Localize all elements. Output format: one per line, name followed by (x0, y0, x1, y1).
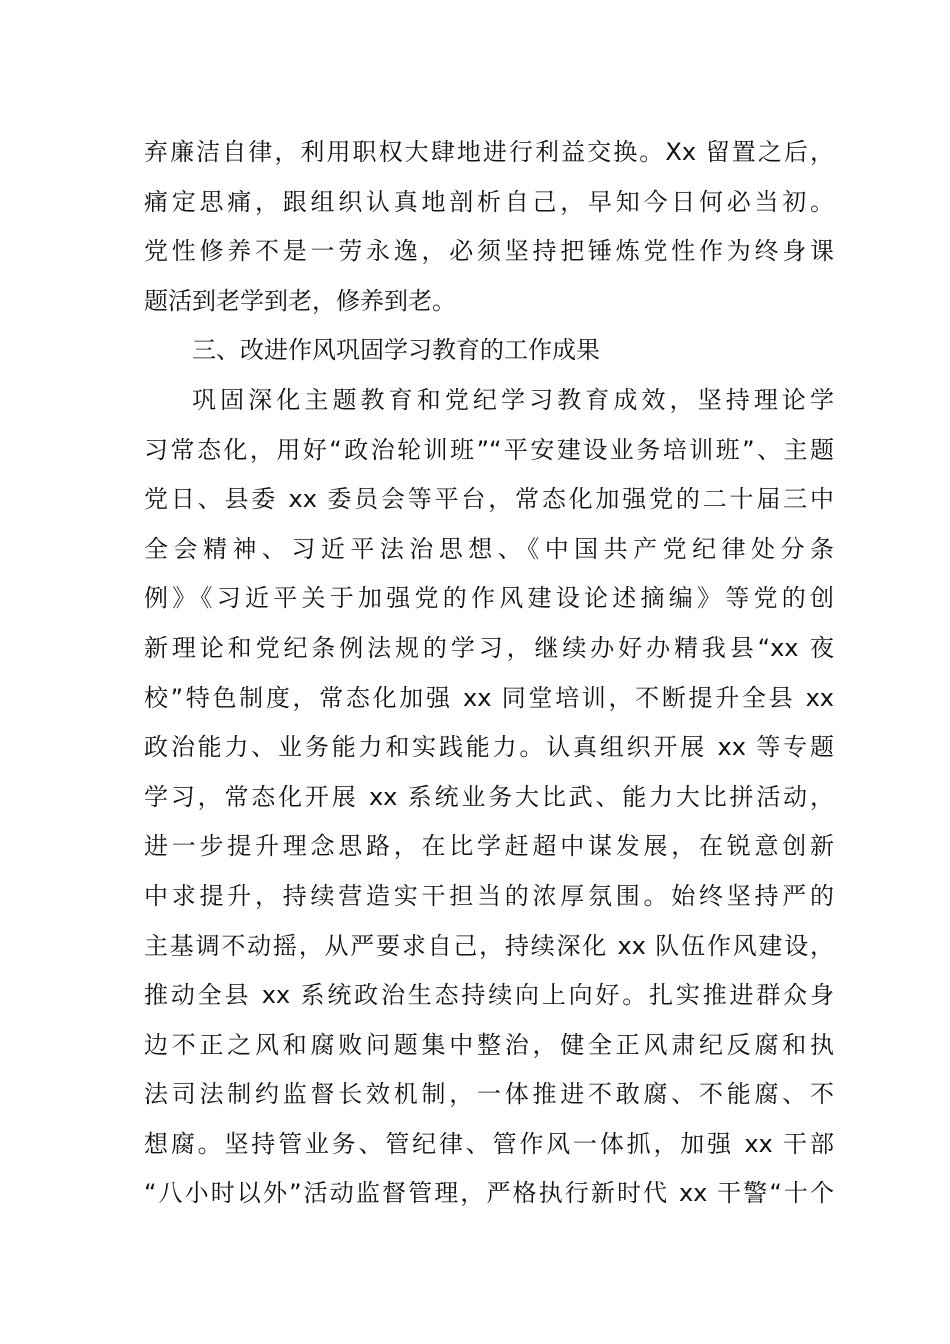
text-line: 法司法制约监督长效机制，一体推进不敢腐、不能腐、不 (144, 1080, 834, 1109)
text-line: 弃廉洁自律，利用职权大肆地进行利益交换。Xx 留置之后， (144, 138, 834, 166)
text-line: 痛定思痛，跟组织认真地剖析自己，早知今日何必当初。 (144, 187, 834, 216)
text-line: 例》《习近平关于加强党的作风建设论述摘编》等党的创 (144, 584, 834, 613)
text-line: “八小时以外”活动监督管理，严格执行新时代 xx 干警“十个 (144, 1179, 834, 1208)
text-line: 学习，常态化开展 xx 系统业务大比武、能力大比拼活动， (144, 782, 834, 811)
text-line: 中求提升，持续营造实干担当的浓厚氛围。始终坚持严的 (144, 881, 834, 910)
text-line: 校”特色制度，常态化加强 xx 同堂培训，不断提升全县 xx (144, 683, 834, 712)
text-line: 主基调不动摇，从严要求自己，持续深化 xx 队伍作风建设， (144, 931, 834, 960)
text-line: 党性修养不是一劳永逸，必须坚持把锤炼党性作为终身课 (144, 237, 834, 266)
text-line: 题活到老学到老，修养到老。 (144, 286, 456, 315)
text-line: 政治能力、业务能力和实践能力。认真组织开展 xx 等专题 (144, 733, 834, 762)
text-line: 全会精神、习近平法治思想、《中国共产党纪律处分条 (144, 534, 834, 563)
text-line: 进一步提升理念思路，在比学赶超中谋发展，在锐意创新 (144, 832, 834, 861)
text-line: 习常态化，用好“政治轮训班”“平安建设业务培训班”、主题 (144, 435, 834, 464)
text-line: 党日、县委 xx 委员会等平台，常态化加强党的二十届三中 (144, 485, 834, 514)
text-line: 边不正之风和腐败问题集中整治，健全正风肃纪反腐和执 (144, 1030, 834, 1059)
text-line: 巩固深化主题教育和党纪学习教育成效，坚持理论学 (192, 385, 834, 414)
text-line: 推动全县 xx 系统政治生态持续向上向好。扎实推进群众身 (144, 981, 834, 1010)
text-line: 新理论和党纪条例法规的学习，继续办好办精我县“xx 夜 (144, 633, 834, 662)
document-body (144, 128, 834, 1219)
section-heading: 三、改进作风巩固学习教育的工作成果 (192, 336, 600, 365)
text-line: 想腐。坚持管业务、管纪律、管作风一体抓，加强 xx 干部 (144, 1129, 834, 1158)
